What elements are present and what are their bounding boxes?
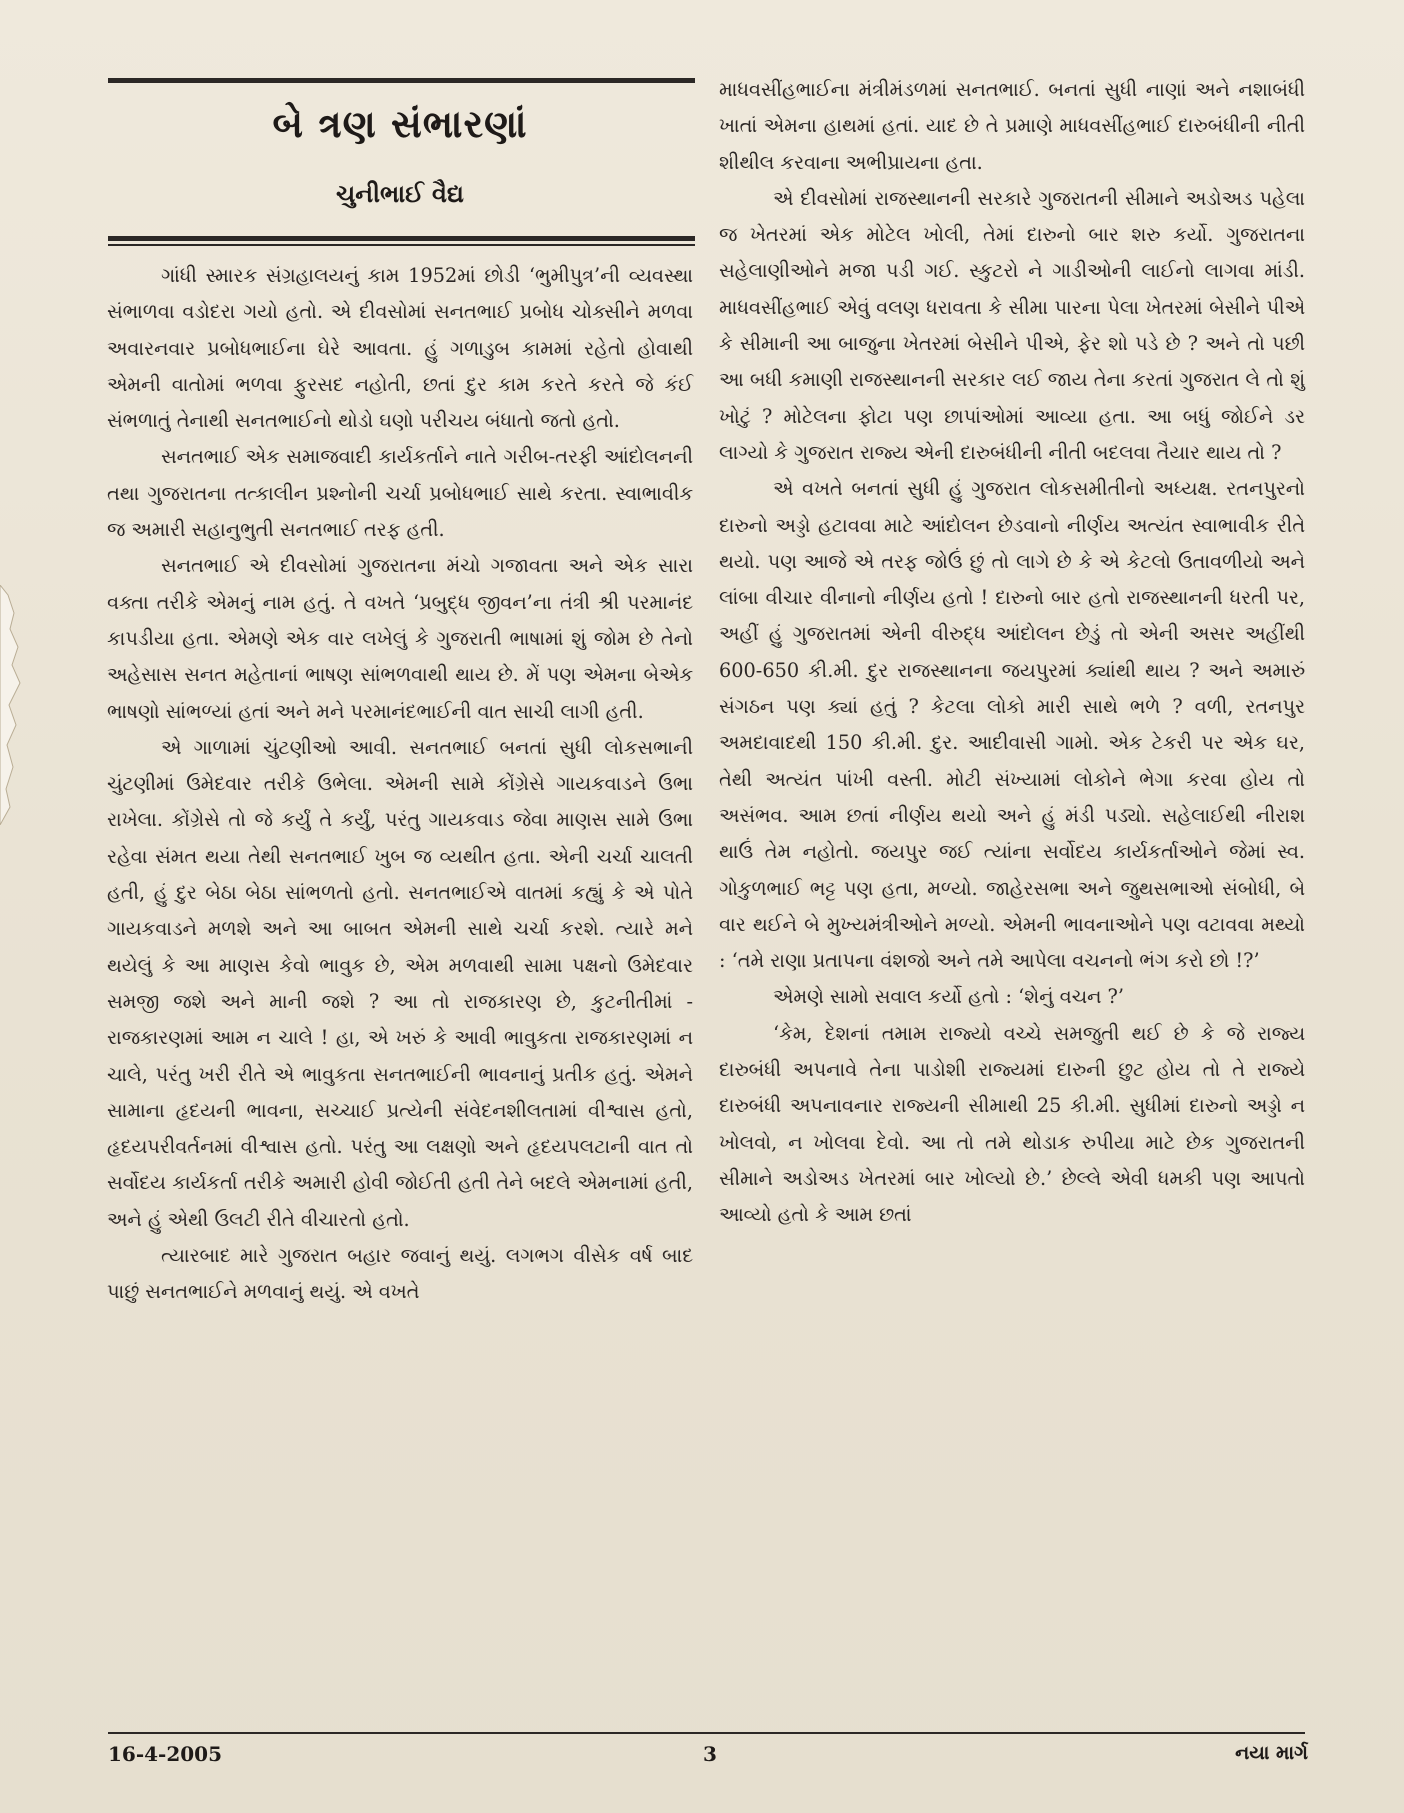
paragraph: એ દીવસોમાં રાજસ્થાનની સરકારે ગુજરાતની સીમાને અડોઅડ પહેલા જ ખેતરમાં એક મોટેલ ખોલી, તેમાં દારુનો બાર શરુ કર્યો. ગુજરાતના સહેલાણીઓને મજા પડી ગઈ. સ્કુટરો ને ગાડીઓની લાઈનો લાગવા માંડી. માધવસીંહભાઈ એવું વલણ ધરાવતા કે સીમા પારના પેલા ખેતરમાં બેસીને પીએ કે સીમાની આ બાજુના ખેતરમાં બેસીને પીએ, ફેર શો પડે છે ? અને તો પછી આ બધી કમાણી રાજસ્થાનની સરકાર લઈ જાય તેના કરતાં ગુજરાત લે તો શું ખોટું ? મોટેલના ફોટા પણ છાપાંઓમાં આવ્યા હતા. આ બધું જોઈને ડર લાગ્યો કે ગુજરાત રાજ્ય એની દારુબંધીની નીતી બદલવા તૈયાર થાય તો ?	[719, 186, 1305, 464]
paragraph: માધવસીંહભાઈના મંત્રીમંડળમાં સનતભાઈ. બનતાં સુધી નાણાં અને નશાબંધી ખાતાં એમના હાથમાં હતાં. યાદ છે તે પ્રમાણે માધવસીંહભાઈ દારુબંધીની નીતી શીથીલ કરવાના અભીપ્રાયના હતા.	[719, 78, 1305, 174]
header-rule-bottom	[108, 236, 695, 241]
paragraph: સનતભાઈ એ દીવસોમાં ગુજરાતના મંચો ગજાવતા અને એક સારા વક્તા તરીકે એમનું નામ હતું. તે વખતે ‘પ્રબુદ્ધ જીવન’ના તંત્રી શ્રી પરમાનંદ કાપડીયા હતા. એમણે એક વાર લખેલું કે ગુજરાતી ભાષામાં શું જોમ છે તેનો અહેસાસ સનત મહેતાનાં ભાષણ સાંભળવાથી થાય છે. મેં પણ એમના બેએક ભાષણો સાંભળ્યાં હતાં અને મને પરમાનંદભાઈની વાત સાચી લાગી હતી.	[107, 554, 693, 723]
header-rule-top	[108, 78, 695, 83]
left-column	[107, 258, 693, 1311]
issue-date: 16-4-2005	[108, 1742, 223, 1766]
paragraph: સનતભાઈ એક સમાજવાદી કાર્યકર્તાને નાતે ગરીબ-તરફી આંદોલનની તથા ગુજરાતના તત્કાલીન પ્રશ્નોની ચર્ચા પ્રબોધભાઈ સાથે કરતા. સ્વાભાવીક જ અમારી સહાનુભુતી સનતભાઈ તરફ હતી.	[107, 445, 693, 542]
footer-rule	[108, 1732, 1305, 1734]
right-column	[719, 72, 1305, 1234]
paragraph: એ ગાળામાં ચુંટણીઓ આવી. સનતભાઈ બનતાં સુધી લોકસભાની ચુંટણીમાં ઉમેદવાર તરીકે ઉભેલા. એમની સામે કોંગ્રેસે ગાયકવાડને ઉભા રાખેલા. કોંગ્રેસે તો જે કર્યું તે કર્યું, પરંતુ ગાયકવાડ જેવા માણસ સામે ઉભા રહેવા સંમત થયા તેથી સનતભાઈ ખુબ જ વ્યથીત હતા. એની ચર્ચા ચાલતી હતી, હું દુર બેઠા બેઠા સાંભળતો હતો. સનતભાઈએ વાતમાં કહ્યું કે એ પોતે ગાયકવાડને મળશે અને આ બાબત એમની સાથે ચર્ચા કરશે. ત્યારે મને થયેલું કે આ માણસ કેવો ભાવુક છે, એમ મળવાથી સામા પક્ષનો ઉમેદવાર સમજી જશે અને માની જશે ? આ તો રાજકારણ છે, કુટનીતીમાં - રાજકારણમાં આમ ન ચાલે ! હા, એ ખરું કે આવી ભાવુકતા રાજકારણમાં ન ચાલે, પરંતુ ખરી રીતે એ ભાવુકતા સનતભાઈની ભાવનાનું પ્રતીક હતું. એમને સામાના હૃદયની ભાવના, સચ્ચાઈ પ્રત્યેની સંવેદનશીલતામાં વીશ્વાસ હતો, હૃદયપરીવર્તનમાં વીશ્વાસ હતો. પરંતુ આ લક્ષણો અને હૃદયપલટાની વાત તો સર્વોદય કાર્યકર્તા તરીકે અમારી હોવી જોઈતી હતી તેને બદલે એમનામાં હતી, અને હું એથી ઉલટી રીતે વીચારતો હતો.	[107, 735, 693, 1231]
article-author: ચુનીભાઈ વૈદ્ય	[336, 180, 464, 208]
paragraph: એમણે સામો સવાલ કર્યો હતો : ‘શેનું વચન ?’	[773, 985, 1124, 1009]
header-rule-bottom-thin	[108, 244, 695, 246]
paragraph: ગાંધી સ્મારક સંગ્રહાલયનું કામ 1952માં છોડી ‘ભુમીપુત્ર’ની વ્યવસ્થા સંભાળવા વડોદરા ગયો હતો. એ દીવસોમાં સનતભાઈ પ્રબોધ ચોક્સીને મળવા અવારનવાર પ્રબોધભાઈના ઘેરે આવતા. હું ગળાડુબ કામમાં રહેતો હોવાથી એમની વાતોમાં ભળવા ફુરસદ નહોતી, છતાં દુર કામ કરતે કરતે જે કંઈ સંભળાતું તેનાથી સનતભાઈનો થોડો ઘણો પરીચય બંધાતો જતો હતો.	[107, 264, 693, 433]
paragraph: ત્યારબાદ મારે ગુજરાત બહાર જવાનું થયું. લગભગ વીસેક વર્ષ બાદ પાછું સનતભાઈને મળવાનું થયું. એ વખતે	[107, 1244, 693, 1304]
magazine-name: નયા માર્ગ	[1235, 1742, 1308, 1764]
torn-page-edge	[0, 585, 44, 825]
paragraph: ‘કેમ, દેશનાં તમામ રાજ્યો વચ્ચે સમજુતી થઈ છે કે જે રાજ્ય દારુબંધી અપનાવે તેના પાડોશી રાજ્યમાં દારુની છુટ હોય તો તે રાજ્યે દારુબંધી અપનાવનાર રાજ્યની સીમાથી 25 કી.મી. સુધીમાં દારુનો અડ્ડો ન ખોલવો, ન ખોલવા દેવો. આ તો તમે થોડાક રુપીયા માટે છેક ગુજરાતની સીમાને અડોઅડ ખેતરમાં બાર ખોલ્યો છે.’ છેલ્લે એવી ધમકી પણ આપતો આવ્યો હતો કે આમ છતાં	[719, 1021, 1305, 1227]
paragraph: એ વખતે બનતાં સુધી હું ગુજરાત લોકસમીતીનો અધ્યક્ષ. રતનપુરનો દારુનો અડ્ડો હટાવવા માટે આંદોલન છેડવાનો નીર્ણય અત્યંત સ્વાભાવીક રીતે થયો. પણ આજે એ તરફ જોઉં છું તો લાગે છે કે એ કેટલો ઉતાવળીયો અને લાંબા વીચાર વીનાનો નીર્ણય હતો ! દારુનો બાર હતો રાજસ્થાનની ધરતી પર, અહીં હું ગુજરાતમાં એની વીરુદ્ધ આંદોલન છેડું તો એની અસર અહીંથી 600-650 કી.મી. દુર રાજસ્થાનના જયપુરમાં ક્યાંથી થાય ? અને અમારું સંગઠન પણ ક્યાં હતું ? કેટલા લોકો મારી સાથે ભળે ? વળી, રતનપુર અમદાવાદથી 150 કી.મી. દુર. આદીવાસી ગામો. એક ટેકરી પર એક ઘર, તેથી અત્યંત પાંખી વસ્તી. મોટી સંખ્યામાં લોકોને ભેગા કરવા હોય તો અસંભવ. આમ છતાં નીર્ણય થયો અને હું મંડી પડ્યો. સહેલાઈથી નીરાશ થાઉં તેમ નહોતો. જયપુર જઈ ત્યાંના સર્વોદય કાર્યકર્તાઓને જેમાં સ્વ. ગોકુળભાઈ ભટ્ટ પણ હતા, મળ્યો. જાહેરસભા અને જુથસભાઓ સંબોધી, બે વાર થઈને બે મુખ્યમંત્રીઓને મળ્યો. એમની ભાવનાઓને પણ વટાવવા મથ્યો : ‘તમે રાણા પ્રતાપના વંશજો અને તમે આપેલા વચનનો ભંગ કરો છો !?’	[719, 477, 1305, 973]
article-title: બે ત્રણ સંભારણાં	[272, 102, 528, 146]
page-number: 3	[703, 1742, 717, 1766]
